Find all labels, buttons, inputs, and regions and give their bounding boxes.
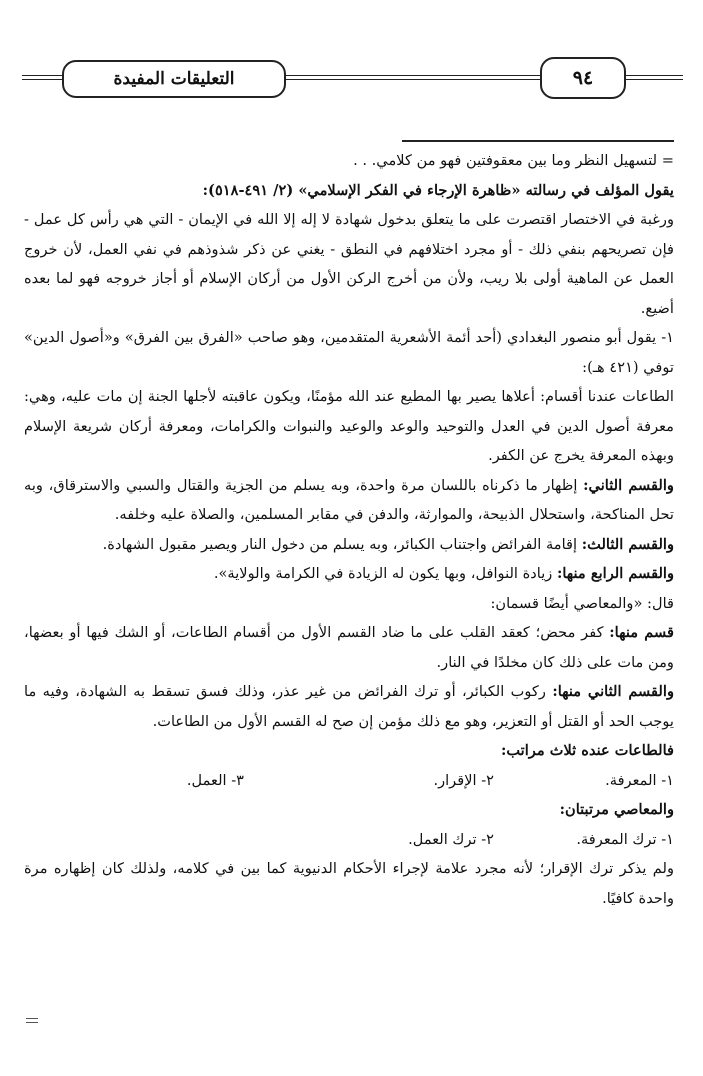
- page-body: [24, 146, 674, 913]
- list-sin-ranks: [24, 825, 674, 855]
- heading: [24, 795, 674, 825]
- bold-text: قسم منها:: [609, 624, 674, 641]
- paragraph: [24, 618, 674, 677]
- bold-text: والقسم الثاني:: [583, 476, 674, 494]
- bold-text: والقسم الثالث:: [581, 535, 674, 553]
- heading: [24, 736, 674, 766]
- text: زيادة النوافل، وبها يكون له الزيادة في الكرامة والولاية».: [213, 565, 557, 582]
- page-header: [22, 55, 683, 103]
- bold-text: والقسم الثاني منها:: [552, 683, 674, 700]
- paragraph: ولم يذكر ترك الإقرار؛ لأنه مجرد علامة لإجراء الأحكام الدنيوية كما بين في كلامه، ولذلك كان إظهاره مرة واحدة كافيًا.: [24, 860, 674, 907]
- text: كفر محض؛ كعقد القلب على ما ضاد القسم الأول من أقسام الطاعات، أو الشك فيها أو بعضها، ومن مات على ذلك كان مخلدًا في النار.: [24, 624, 674, 671]
- bold-text: يقول المؤلف في رسالته «ظاهرة الإرجاء في الفكر الإسلامي» (٢/ ٤٩١-٥١٨):: [202, 181, 674, 199]
- margin-mark: [26, 1018, 38, 1026]
- list-item: ٢- الإقرار.: [433, 771, 494, 789]
- paragraph: = لتسهيل النظر وما بين معقوفتين فهو من كلامي. . .: [353, 152, 674, 169]
- list-obedience-ranks: [24, 766, 674, 796]
- page-number: ٩٤: [540, 57, 626, 99]
- paragraph: [24, 677, 674, 736]
- text: إقامة الفرائض واجتناب الكبائر، وبه يسلم من دخول النار ويصير مقبول الشهادة.: [102, 535, 582, 553]
- list-item: ٣- العمل.: [186, 771, 244, 789]
- list-item: ١- ترك المعرفة.: [576, 830, 674, 848]
- list-item: ١- المعرفة.: [605, 771, 674, 789]
- text: إظهار ما ذكرناه باللسان مرة واحدة، وبه يسلم من الجزية والقتال والسبي والاسترقاق، وبه تحل المناكحة، واستحلال الذبيحة، والموارثة، والدفن في مقابر المسلمين، والصلاة عليه وخلفه.: [24, 476, 674, 523]
- paragraph: [24, 471, 674, 530]
- list-item: ٢- ترك العمل.: [408, 830, 494, 848]
- heading: [24, 176, 674, 206]
- bold-text: فالطاعات عنده ثلاث مراتب:: [500, 742, 674, 759]
- text: ركوب الكبائر، أو ترك الفرائض من غير عذر، وذلك فسق تسقط به الشهادة، وفيه ما يوجب الحد أو القتل أو التعزير، وهو مع ذلك مؤمن إن صح له القسم الأول من الطاعات.: [24, 683, 674, 730]
- bold-text: والقسم الرابع منها:: [556, 565, 674, 582]
- paragraph: الطاعات عندنا أقسام: أعلاها يصير بها المطيع عند الله مؤمنًا، ويكون عاقبته لأجلها الجنة إن مات عليه، وهي: معرفة أصول الدين في العدل والتوحيد والوعد والوعيد والنبوات والكرامات، ومعرفة أركان شريعة الإسلام وبهذه المعرفة يخرج عن الكفر.: [24, 388, 674, 464]
- paragraph: ورغبة في الاختصار اقتصرت على ما يتعلق بدخول شهادة لا إله إلا الله في الإيمان - التي هي رأس كل عمل - فإن تصريحهم بنفي ذلك - أو مجرد اختلافهم في النطق - يغني عن ذكر شذوذهم في نفي العمل، لأن خروج العمل عن الماهية أولى بلا ريب، ولأن من أخرج الركن الأول من أركان الإسلام أو أجاز خروجه فهو لما بعده أضيع.: [24, 211, 674, 317]
- paragraph: [24, 530, 674, 560]
- paragraph: ١- يقول أبو منصور البغدادي (أحد أئمة الأشعرية المتقدمين، وهو صاحب «الفرق بين الفرق» و«أصول الدين» توفي (٤٢١ هـ):: [24, 329, 674, 376]
- bold-text: والمعاصي مرتبتان:: [559, 801, 674, 818]
- footnote-separator: [402, 140, 674, 142]
- paragraph: قال: «والمعاصي أيضًا قسمان:: [490, 594, 674, 612]
- paragraph: [24, 559, 674, 589]
- running-title: التعليقات المفيدة: [62, 60, 286, 98]
